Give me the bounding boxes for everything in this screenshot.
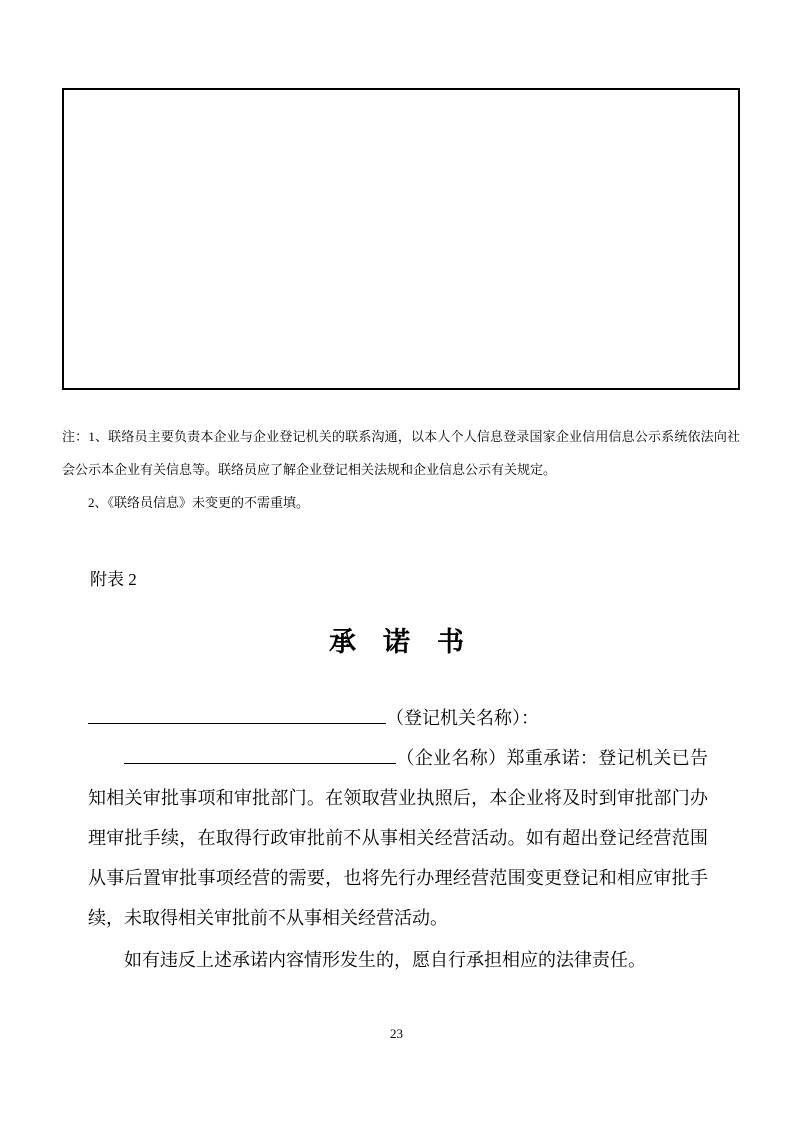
commitment-content: [88, 698, 708, 980]
note-paragraph-2: 2、《联络员信息》未变更的不需重填。: [88, 495, 310, 510]
authority-name-label: （登记机关名称）：: [386, 708, 539, 728]
enterprise-name-label: （企业名称）郑重承诺：登记机关: [396, 748, 672, 768]
commitment-title: 承 诺 书: [329, 627, 464, 657]
appendix-label: 附表 2: [90, 570, 137, 589]
blank-table-box: [62, 88, 740, 390]
authority-line: [88, 698, 708, 738]
commitment-body-text: 已告知相关审批事项和审批部门。在领取营业执照后，本企业将及时到审批部门办理审批手续，在取得行政审批前不从事相关经营活动。如有超出登记经营范围从事后置审批事项经营的需要，也将先行办理经营范围变更登记和相应审批手续，未取得相关审批前不从事相关经营活动。: [88, 748, 709, 928]
enterprise-blank-line: [124, 746, 396, 764]
page-number: 23: [390, 1026, 403, 1041]
authority-blank-line: [88, 706, 386, 724]
commitment-closing: 如有违反上述承诺内容情形发生的，愿自行承担相应的法律责任。: [124, 950, 646, 970]
commitment-paragraph: [88, 738, 708, 938]
notes-section: [62, 420, 740, 519]
note-paragraph-1: 注：1、联络员主要负责本企业与企业登记机关的联系沟通，以本人个人信息登录国家企业信用信息公示系统依法向社会公示本企业有关信息等。联络员应了解企业登记相关法规和企业信息公示有关规定。: [62, 429, 740, 477]
